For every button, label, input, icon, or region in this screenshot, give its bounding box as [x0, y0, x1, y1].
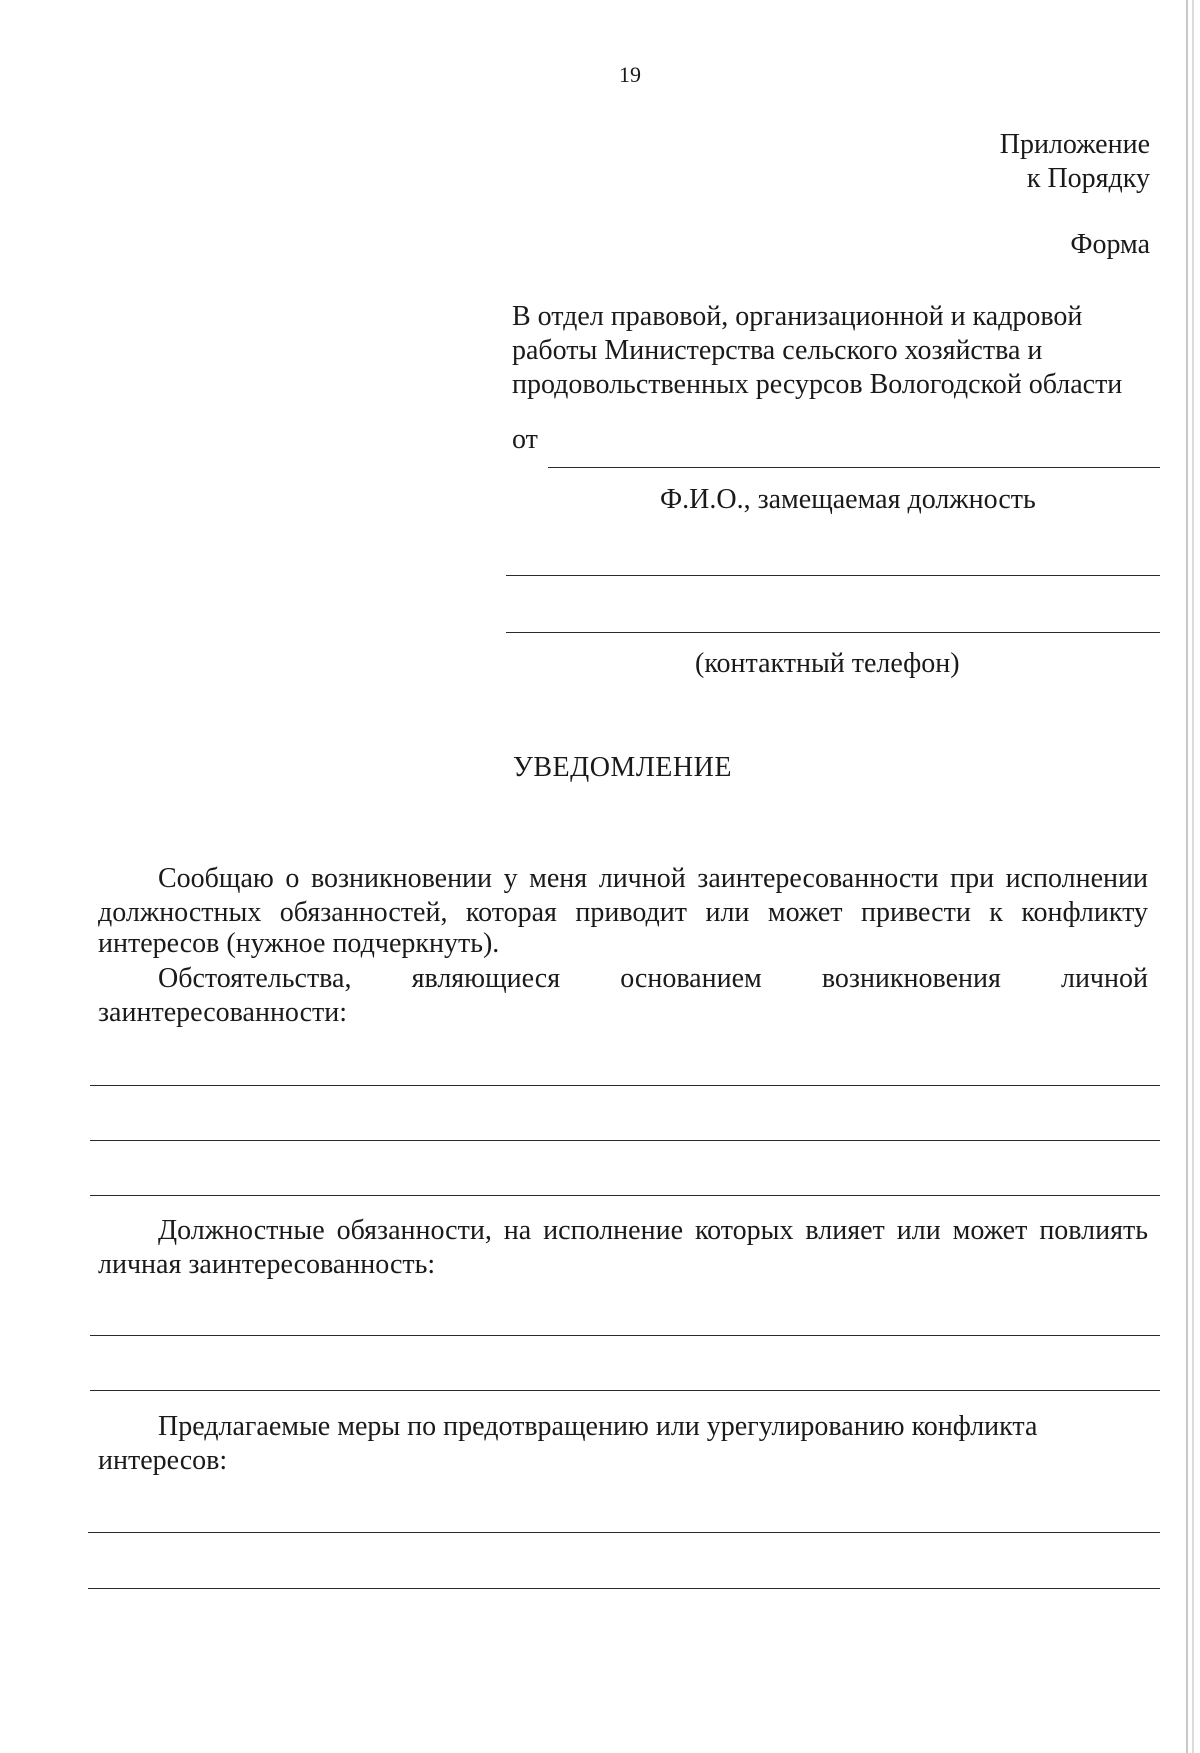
page-edge [1186, 0, 1188, 1753]
from-line[interactable] [548, 467, 1160, 468]
paragraph-3-line-1: Должностные обязанности, на исполнение которых влияет или может повлиять [158, 1215, 1148, 1246]
from-label: от [512, 424, 538, 455]
appendix-line-2: к Порядку [1026, 163, 1150, 194]
answer-line[interactable] [90, 1140, 1160, 1141]
answer-line[interactable] [90, 1195, 1160, 1196]
answer-line[interactable] [90, 1085, 1160, 1086]
addressee-block [512, 300, 1122, 402]
appendix-block [1000, 128, 1150, 196]
paragraph-3-line-2: личная заинтересованность: [98, 1249, 436, 1280]
blank-line[interactable] [506, 575, 1160, 576]
paragraph-4-line-2: интересов: [98, 1445, 228, 1476]
fio-caption: Ф.И.О., замещаемая должность [660, 484, 1036, 515]
answer-line[interactable] [88, 1588, 1160, 1589]
addressee-line-1: В отдел правовой, организационной и кадровой [512, 301, 1083, 332]
paragraph-2-line-2: заинтересованности: [98, 997, 348, 1028]
answer-line[interactable] [90, 1335, 1160, 1336]
answer-line[interactable] [88, 1532, 1160, 1533]
addressee-line-3: продовольственных ресурсов Вологодской области [512, 369, 1123, 400]
appendix-line-1: Приложение [999, 129, 1150, 160]
phone-caption: (контактный телефон) [695, 648, 960, 679]
document-title: УВЕДОМЛЕНИЕ [513, 752, 732, 783]
form-label: Форма [1070, 229, 1150, 260]
phone-line[interactable] [506, 632, 1160, 633]
paragraph-1-line-2: должностных обязанностей, которая приводит или может привести к конфликту [98, 897, 1148, 928]
paragraph-1-line-1: Сообщаю о возникновении у меня личной заинтересованности при исполнении [158, 863, 1148, 894]
paragraph-1-line-3: интересов (нужное подчеркнуть). [98, 928, 500, 959]
page-edge [1192, 0, 1194, 1753]
paragraph-2-line-1: Обстоятельства, являющиеся основанием возникновения личной [158, 963, 1148, 994]
paragraph-4-line-1: Предлагаемые меры по предотвращению или урегулированию конфликта [158, 1411, 1038, 1442]
answer-line[interactable] [90, 1390, 1160, 1391]
addressee-line-2: работы Министерства сельского хозяйства и [512, 335, 1043, 366]
page-number: 19 [619, 62, 641, 87]
